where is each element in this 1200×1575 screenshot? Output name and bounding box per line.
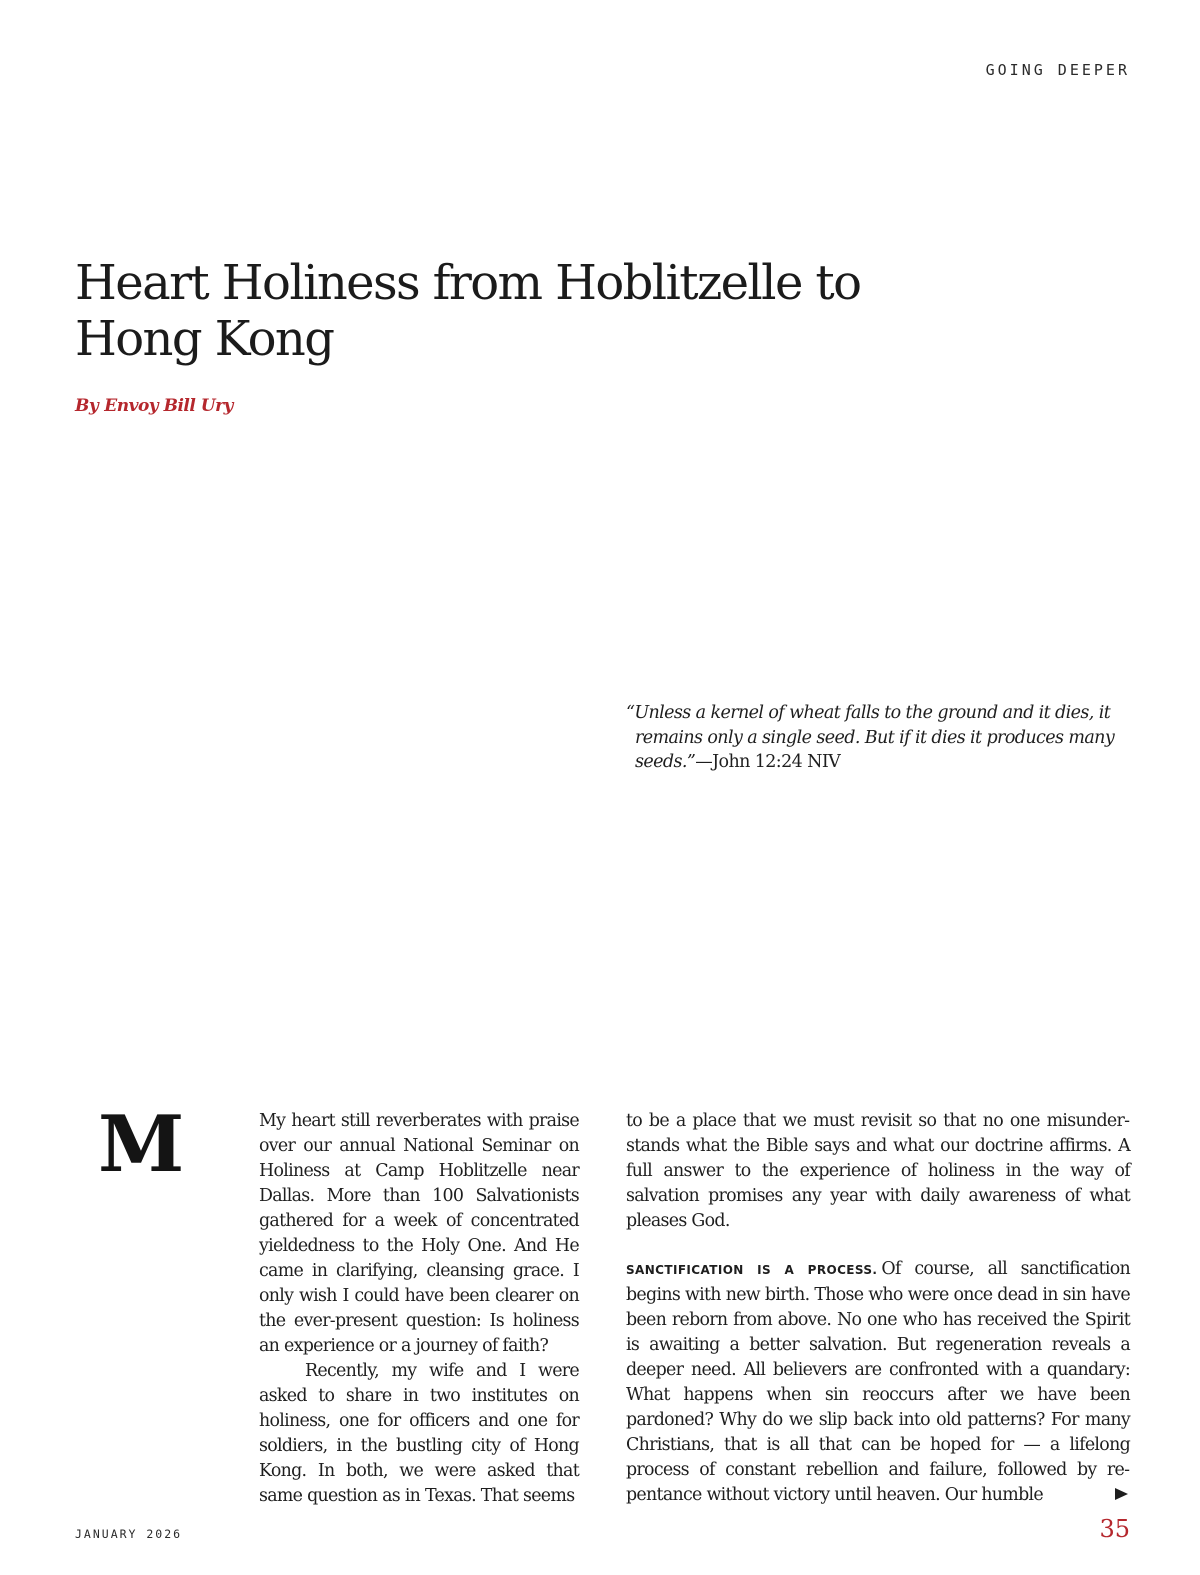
section-label: GOING DEEPER	[985, 61, 1130, 79]
body-column-right	[626, 1109, 1130, 1508]
author-name: Envoy Bill Ury	[104, 396, 233, 416]
epigraph-quote: “Unless a kernel of wheat falls to the ground and it dies, it remains only a single seed. But if it dies it produces many seeds.”	[626, 703, 1115, 772]
epigraph	[626, 701, 1145, 775]
byline-prefix: By	[75, 396, 99, 416]
drop-cap: M	[98, 1099, 181, 1190]
article-title: Heart Holiness from Hoblitzelle to Hong Kong	[75, 255, 861, 367]
body-paragraph	[626, 1257, 1130, 1508]
body-paragraph: Recently, my wife and I were asked to share in two institutes on holiness, one for officers and one for soldiers, in the bustling city of Hong Kong. In both, we were asked that same question as in Texas. That seems	[259, 1361, 579, 1506]
body-column-left	[259, 1109, 579, 1509]
section-subhead: SANCTIFICATION IS A PROCESS.	[626, 1263, 878, 1277]
epigraph-citation: —John 12:24 NIV	[695, 752, 841, 772]
body-paragraph-text: Of course, all sanctification begins with new birth. Those who were once dead in sin have been reborn from above. No one who has received the Spirit is awaiting a better salvation. But regeneration reveals a deeper need. All believers are confronted with a quandary: What happens when sin reoccurs after we have been pardoned? Why do we slip back into old patterns? For many Christians, that is all that can be hoped for — a lifelong process of constant rebellion and failure, followed by repentance without victory until heaven. Our humble	[626, 1259, 1130, 1505]
body-paragraph: My heart still reverberates with praise over our annual National Seminar on Holiness at Camp Hoblitzelle near Dallas. More than 100 Salvationists gathered for a week of concentrated yieldedness to the Holy One. And He came in clarifying, cleansing grace. I only wish I could have been clearer on the ever-present question: Is holiness an experience or a journey of faith?	[259, 1111, 579, 1356]
body-paragraph: to be a place that we must revisit so that no one misunderstands what the Bible says and what our doctrine affirms. A full answer to the experience of holiness in the way of salvation promises any year with daily awareness of what pleases God.	[626, 1111, 1130, 1231]
page-number: 35	[1099, 1515, 1130, 1543]
continue-arrow-icon	[1115, 1488, 1128, 1500]
byline	[75, 396, 233, 416]
footer-date: JANUARY 2026	[75, 1527, 183, 1541]
